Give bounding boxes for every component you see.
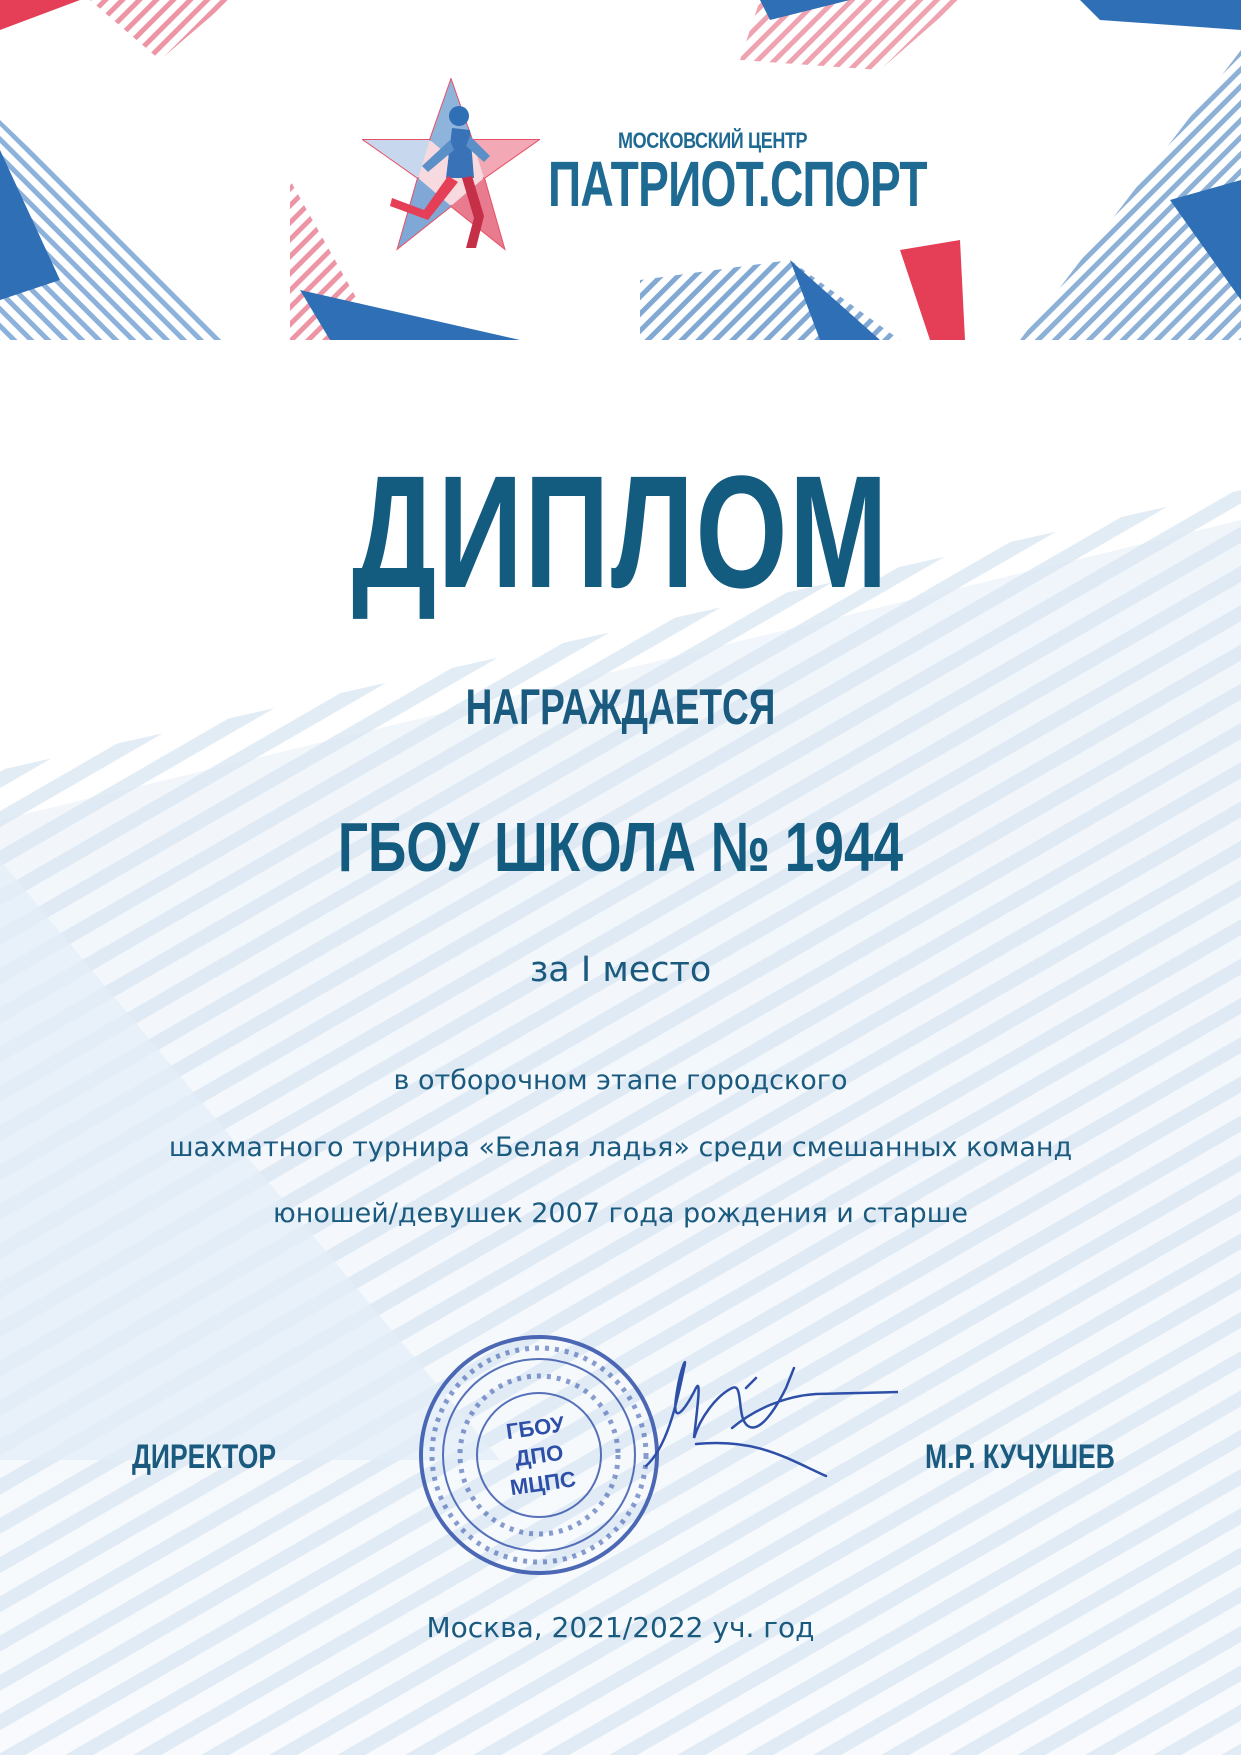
header-shape — [300, 290, 520, 340]
logo-subtitle: МОСКОВСКИЙ ЦЕНТР — [618, 128, 808, 153]
organization-logo — [362, 78, 927, 268]
header-shape — [1080, 0, 1241, 30]
stamp-center-line: ГБОУ — [504, 1411, 566, 1445]
awarded-label: НАГРАЖДАЕТСЯ — [465, 679, 776, 735]
footer-location-date: Москва, 2021/2022 уч. год — [426, 1611, 815, 1644]
handwritten-signature — [636, 1348, 898, 1478]
stamp-center-line: ДПО — [513, 1439, 565, 1472]
official-stamp — [414, 1330, 664, 1580]
header-shape — [0, 0, 80, 30]
signatory-position: ДИРЕКТОР — [132, 1438, 277, 1476]
runner-star-icon — [362, 78, 540, 258]
recipient-name: ГБОУ ШКОЛА № 1944 — [337, 808, 904, 886]
description-line: в отборочном этапе городского — [393, 1065, 848, 1096]
logo-title: ПАТРИОТ.СПОРТ — [548, 148, 927, 220]
description-line: юношей/девушек 2007 года рождения и старше — [272, 1198, 969, 1229]
header-shape — [900, 240, 965, 340]
stamp-center-line: МЦПС — [508, 1466, 578, 1501]
description-line: шахматного турнира «Белая ладья» среди смешанных команд — [168, 1132, 1073, 1163]
document-title: ДИПЛОМ — [351, 442, 890, 621]
header-shape — [90, 0, 230, 60]
signatory-name: М.Р. КУЧУШЕВ — [925, 1438, 1115, 1476]
place-text: за I место — [529, 950, 712, 990]
